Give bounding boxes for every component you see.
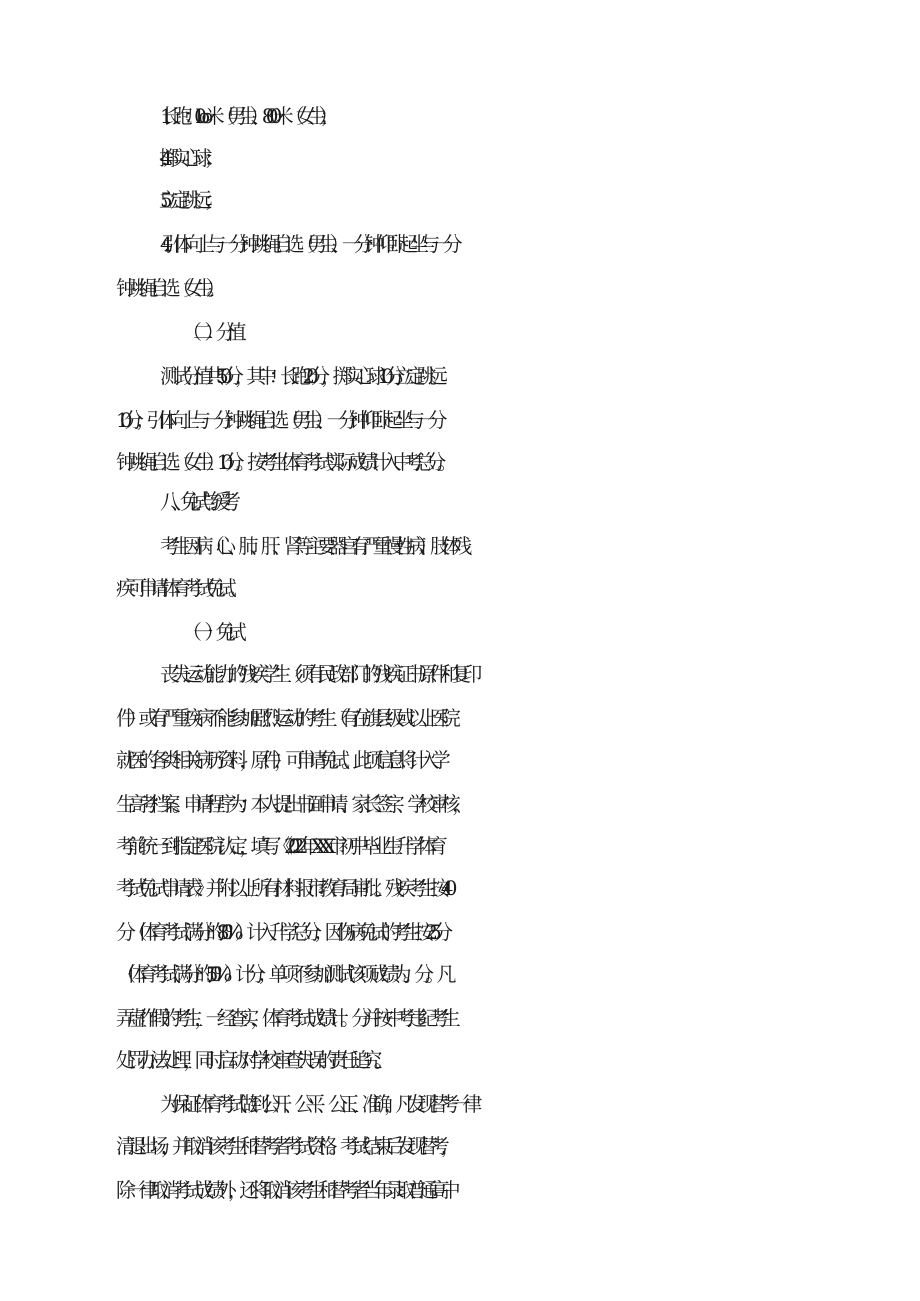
paragraph-line: 考试免试申请表》并附以上所有材料报市教育局审批。残疾考生按40: [116, 876, 449, 900]
paragraph-line: 除一律取消考试成绩外，还将取消该考生和替考者当年录取普通高中: [116, 1178, 452, 1202]
list-item-long-run: 1.长跑：I0oo米（男生）、800米（女生）；: [160, 104, 331, 128]
paragraph-line: 处罚办法处理，同时启动对学校审查失误的责任追究。: [116, 1048, 385, 1072]
section-heading-exemption: 八、免试与缓考: [160, 490, 230, 514]
paragraph-line: 疾可申请体育考试免试。: [116, 576, 240, 600]
paragraph-line: 就医的各类相关病历资料，原件），可申请免试。此项信息将计入学: [116, 748, 442, 772]
paragraph-line: 丧失运动能力的残疾学生（须有民政部门的残疾证书原件和复印: [160, 662, 474, 686]
paragraph-line: 清退出场，并取消该考生和替考者考试资格。考试结束后发现替考，: [116, 1134, 452, 1158]
subheading-exemption: （一）免试: [182, 620, 238, 644]
paragraph-line: 测试分值共50分，其中：长跑20分，掷实心球10分;立定跳远: [160, 364, 440, 388]
list-item-elective: 4.引体向上与一分钟跳绳自选（男生）、一分钟仰卧起坐与一分: [160, 232, 454, 256]
paragraph-line: 分（体育考试满分的80%）计入升学总分；因伤病免试的考生按25分: [116, 920, 445, 944]
paragraph-line: 生高考档案。申请程序为：本人提出书面申请、家长签字、学校审核，: [116, 792, 464, 816]
paragraph-line: 件）或有严重疾病不能参加剧烈运动的考生（有在旗县级或以上医院: [116, 706, 452, 730]
paragraph-line: （体育考试满分的50%）计分；单项不参加测试该项成绩为。分。凡: [116, 962, 448, 986]
paragraph-line: 10分；引体向上与一分钟跳绳自选（男生）、一分钟仰卧起坐与一分: [116, 408, 439, 432]
subheading-scores: （二）分值: [182, 320, 238, 344]
list-item-long-jump: 5 .立定跳远；: [160, 188, 216, 212]
paragraph-line: 考前统一到指定医院认定，填写《2022年XXX市初中毕业生升学体育: [116, 834, 440, 858]
paragraph-line: 考生因病（心、肺、肝、肾等主要器官有严重慢性病）、肢体残: [160, 534, 464, 558]
list-item-shot-put: 4 .掷实心球；: [160, 146, 216, 170]
paragraph-line: 弄虚作假的考生，一经查实，体育考试成绩计。分并按中考违纪考生: [116, 1006, 452, 1030]
paragraph-line: 为保证体育考试做到公开、公平、公正、准确，凡发现替考一律: [160, 1092, 474, 1116]
paragraph-line: 钟跳绳自选（女生）。: [116, 276, 218, 300]
paragraph-line: 钟跳绳自选（女生）10分。按考生体育考试实际成绩计入中考总分。: [116, 450, 449, 474]
